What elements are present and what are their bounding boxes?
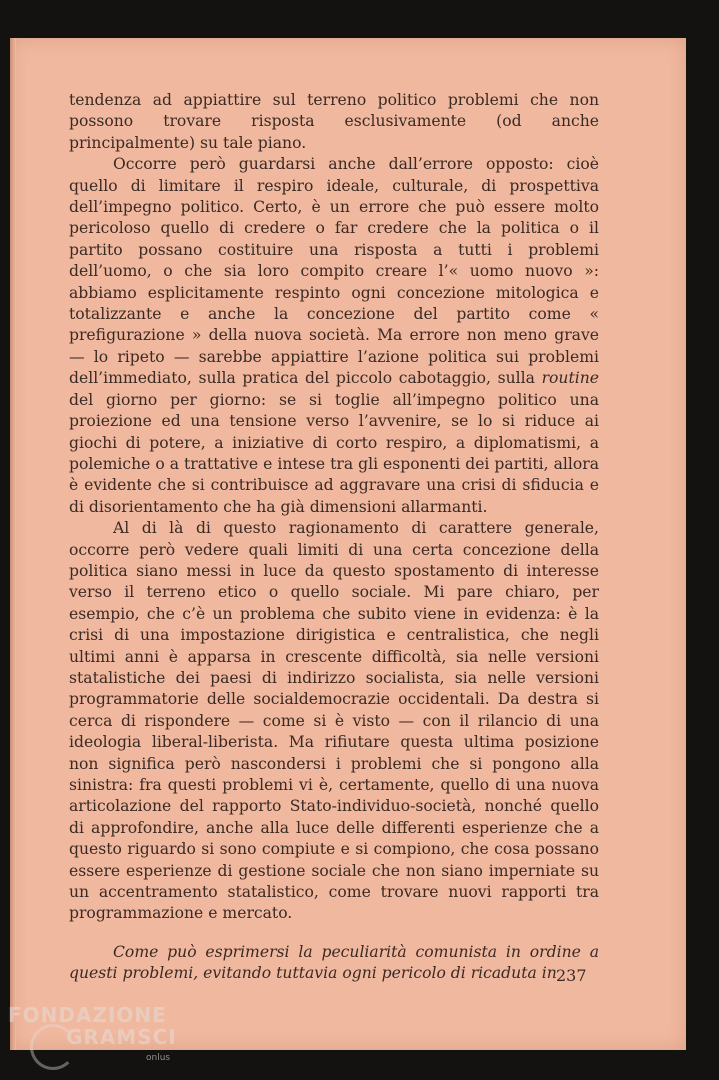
paragraph-2-part-b: del giorno per giorno: se si toglie all’impegno politico una proiezione ed una tensione verso l’avvenire, se lo si riduce ai giochi di potere, a iniziative di corto respiro, a diplomatismi, a polemiche o a trattative e intese tra gli esponenti dei partiti, allora è evidente che si contribuisce ad aggravare una crisi di sfiducia e di disorientamento che ha già dimensioni allarmanti. [69, 390, 599, 516]
paragraph-2 [69, 154, 599, 518]
body-text [69, 90, 599, 985]
paragraph-1: tendenza ad appiattire sul terreno politico problemi che non possono trovare risposta esclusivamente (od anche principalmente) su tale piano. [69, 91, 599, 152]
page-number: 237 [556, 966, 587, 985]
page-edge [10, 38, 16, 1050]
paragraph-3: Al di là di questo ragionamento di carattere generale, occorre però vedere quali limiti di una certa concezione della politica siano messi in luce da questo spostamento di interesse verso il terreno etico o quello sociale. Mi pare chiaro, per esempio, che c’è un problema che subito viene in evidenza: è la crisi di una impostazione dirigistica e centralistica, che negli ultimi anni è apparsa in crescente difficoltà, sia nelle versioni statalistiche dei paesi di indirizzo socialista, sia nelle versioni programmatorie delle socialdemocrazie occidentali. Da destra si cerca di rispondere — come si è visto — con il rilancio di una ideologia liberal-liberista. Ma rifiutare questa ultima posizione non significa però nascondersi i problemi che si pongono alla sinistra: fra questi problemi vi è, certamente, quello di una nuova articolazione del rapporto Stato-individuo-società, nonché quello di approfondire, anche alla luce delle differenti esperienze che a questo riguardo si sono compiute e si compiono, che cosa possano essere esperienze di gestione sociale che non siano imperniate su un accentramento statalistico, come trovare nuovi rapporti tra programmazione e mercato. [69, 519, 599, 923]
watermark-line-1: FONDAZIONE [8, 1003, 167, 1027]
interview-question: Come può esprimersi la peculiarità comunista in ordine a questi problemi, evitando tuttavia ogni pericolo di ricaduta in [69, 942, 599, 983]
watermark-line-3: onlus [146, 1053, 171, 1063]
watermark [8, 1003, 177, 1063]
paragraph-2-part-a: Occorre però guardarsi anche dall’errore opposto: cioè quello di limitare il respiro ideale, culturale, di prospettiva dell’impegno politico. Certo, è un errore che può essere molto pericoloso quello di credere o far credere che la politica o il partito possano costituire una risposta a tutti i problemi dell’uomo, o che sia loro compito creare l’« uomo nuovo »: abbiamo esplicitamente respinto ogni concezione mitologica e totalizzante e anche la concezione del partito come « prefigurazione » della nuova società. Ma errore non meno grave — lo ripeto — sarebbe appiattire l’azione politica sui problemi dell’immediato, sulla pratica del piccolo cabotaggio, sulla [69, 155, 599, 388]
watermark-line-2: GRAMSCI [66, 1025, 177, 1049]
italic-routine: routine [541, 369, 599, 388]
